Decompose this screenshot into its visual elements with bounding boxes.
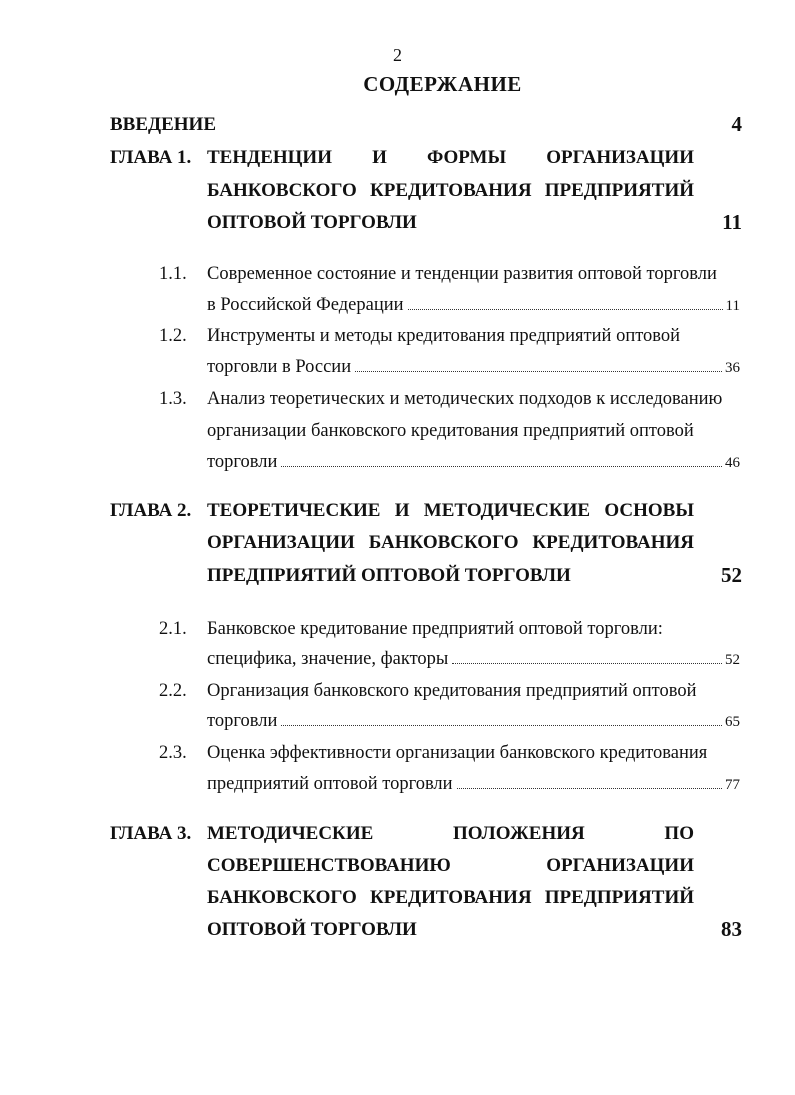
section-1-2-title-cont: торговли в России <box>207 357 352 377</box>
chapter-1-title-line-2: БАНКОВСКОГО КРЕДИТОВАНИЯ ПРЕДПРИЯТИЙ <box>207 180 694 201</box>
chapter-1-title-line-3: ОПТОВОЙ ТОРГОВЛИ <box>207 212 417 233</box>
chapter-2-title-line-3: ПРЕДПРИЯТИЙ ОПТОВОЙ ТОРГОВЛИ <box>207 565 571 586</box>
section-2-2-page: 65 <box>725 714 740 730</box>
section-1-2-title: Инструменты и методы кредитования предприятий оптовой <box>207 326 681 346</box>
section-1-2-number: 1.2. <box>159 326 187 346</box>
toc-entry-2-2 <box>207 709 740 734</box>
section-1-3-title-line-2: организации банковского кредитования предприятий оптовой <box>207 421 694 441</box>
dot-leader <box>281 724 722 726</box>
page-title: СОДЕРЖАНИЕ <box>363 72 522 96</box>
section-1-3-page: 46 <box>725 455 740 471</box>
chapter-1-page: 11 <box>722 210 742 234</box>
toc-intro-page: 4 <box>731 112 742 136</box>
section-1-1-title: Современное состояние и тенденции развития оптовой торговли <box>207 264 717 284</box>
section-1-3-title: Анализ теоретических и методических подходов к исследованию <box>207 389 723 409</box>
toc-entry-1-3 <box>207 450 740 475</box>
section-2-1-number: 2.1. <box>159 619 187 639</box>
section-2-2-title-cont: торговли <box>207 711 278 731</box>
dot-leader <box>355 370 722 372</box>
section-1-3-number: 1.3. <box>159 389 187 409</box>
chapter-3-title-line-1: МЕТОДИЧЕСКИЕ ПОЛОЖЕНИЯ ПО <box>207 823 694 844</box>
toc-entry-1-2 <box>207 355 740 380</box>
dot-leader <box>281 465 722 467</box>
chapter-3-title-line-4: ОПТОВОЙ ТОРГОВЛИ <box>207 919 417 940</box>
dot-leader <box>452 662 722 664</box>
section-2-2-number: 2.2. <box>159 681 187 701</box>
section-2-2-title: Организация банковского кредитования предприятий оптовой <box>207 681 697 701</box>
toc-entry-2-3 <box>207 772 740 797</box>
section-1-1-page: 11 <box>725 298 740 314</box>
toc-intro-label: ВВЕДЕНИЕ <box>110 114 216 135</box>
toc-entry-2-1 <box>207 647 740 672</box>
section-2-1-title-cont: специфика, значение, факторы <box>207 649 449 669</box>
section-1-1-title-cont: в Российской Федерации <box>207 295 404 315</box>
section-2-3-page: 77 <box>725 777 740 793</box>
section-2-1-title: Банковское кредитование предприятий оптовой торговли: <box>207 619 663 639</box>
chapter-3-page: 83 <box>721 917 742 941</box>
dot-leader <box>457 787 722 789</box>
chapter-3-title-line-3: БАНКОВСКОГО КРЕДИТОВАНИЯ ПРЕДПРИЯТИЙ <box>207 887 694 908</box>
chapter-2-title-line-2: ОРГАНИЗАЦИИ БАНКОВСКОГО КРЕДИТОВАНИЯ <box>207 532 694 553</box>
chapter-3-label: ГЛАВА 3. <box>110 823 192 844</box>
section-2-1-page: 52 <box>725 652 740 668</box>
chapter-3-title-line-2: СОВЕРШЕНСТВОВАНИЮ ОРГАНИЗАЦИИ <box>207 855 694 876</box>
section-1-3-title-cont: торговли <box>207 452 278 472</box>
section-2-3-title: Оценка эффективности организации банковского кредитования <box>207 743 708 763</box>
page-number: 2 <box>393 45 402 65</box>
section-2-3-title-cont: предприятий оптовой торговли <box>207 774 453 794</box>
section-1-2-page: 36 <box>725 360 740 376</box>
chapter-2-title-line-1: ТЕОРЕТИЧЕСКИЕ И МЕТОДИЧЕСКИЕ ОСНОВЫ <box>207 500 694 521</box>
section-2-3-number: 2.3. <box>159 743 187 763</box>
toc-entry-1-1 <box>207 293 740 318</box>
section-1-1-number: 1.1. <box>159 264 187 284</box>
chapter-1-title-line-1: ТЕНДЕНЦИИ И ФОРМЫ ОРГАНИЗАЦИИ <box>207 147 694 168</box>
chapter-1-label: ГЛАВА 1. <box>110 147 192 168</box>
dot-leader <box>408 308 723 310</box>
chapter-2-label: ГЛАВА 2. <box>110 500 192 521</box>
chapter-2-page: 52 <box>721 563 742 587</box>
